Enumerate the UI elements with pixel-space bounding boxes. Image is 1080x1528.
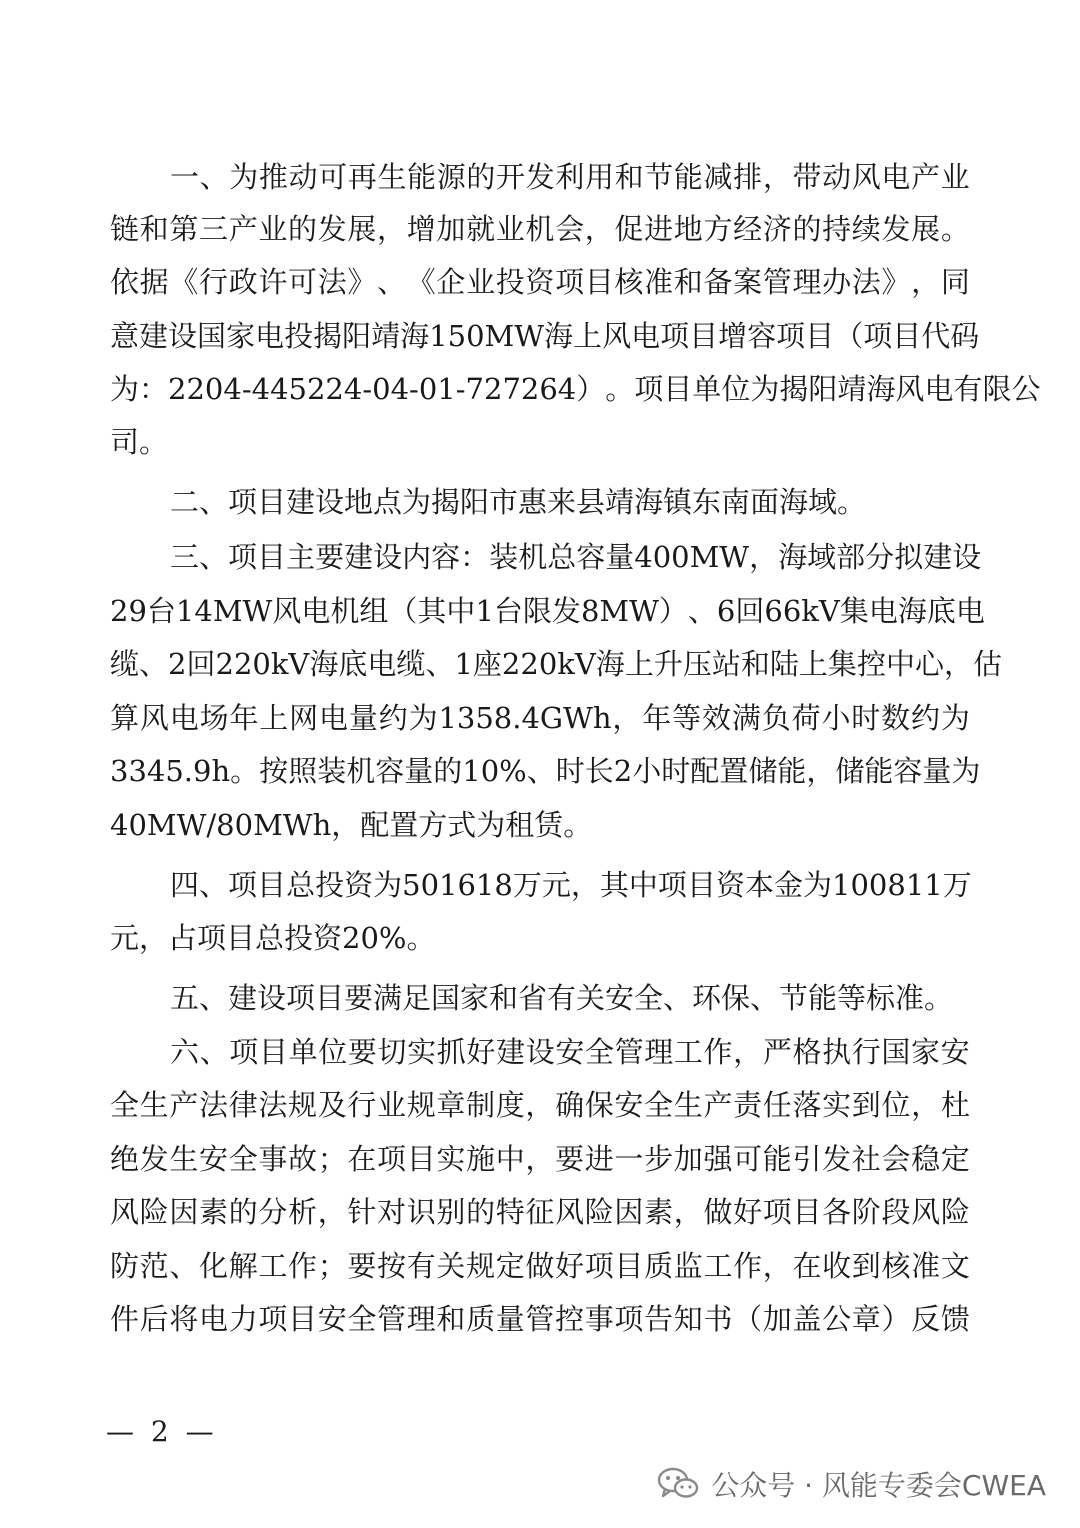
document-line: 五、建设项目要满足国家和省有关安全、环保、节能等标准。 <box>170 981 954 1015</box>
document-line: 件 后 将 电 力 项 目 安 全 管 理 和 质 量 管 控 事 项 告 知 书 （ 加 盖 公 章 ） 反 馈 <box>110 1302 970 1336</box>
watermark <box>657 1456 1046 1512</box>
document-line: 司。 <box>110 425 169 459</box>
page-number: — 2 — <box>106 1415 218 1448</box>
document-line: 六 、 项 目 单 位 要 切 实 抓 好 建 设 安 全 管 理 工 作 ， 严 格 执 行 国 家 安 <box>170 1035 970 1069</box>
document-line: 缆 、 2 回 220kV 海 底 电 缆 、 1 座 220kV 海 上 升 压 站 和 陆 上 集 控 中 心 ， 估 <box>110 647 1003 681</box>
document-line: 3345.9h 。 按 照 装 机 容 量 的 10% 、 时 长 2 小 时 配 置 储 能 ， 储 能 容 量 为 <box>110 754 981 788</box>
document-line: 三 、 项 目 主 要 建 设 内 容 ： 装 机 总 容 量 400MW ， 海 域 部 分 拟 建 设 <box>170 540 982 574</box>
document-line: 算 风 电 场 年 上 网 电 量 约 为 1358.4GWh ， 年 等 效 满 负 荷 小 时 数 约 为 <box>110 701 970 735</box>
document-line: 全 生 产 法 律 法 规 及 行 业 规 章 制 度 ， 确 保 安 全 生 产 责 任 落 实 到 位 ， 杜 <box>110 1088 970 1122</box>
document-line: 为 ： 2204-445224-04-01-727264 ） 。 项 目 单 位 为 揭 阳 靖 海 风 电 有 限 公 <box>110 372 1041 406</box>
document-line: 一 、 为 推 动 可 再 生 能 源 的 开 发 利 用 和 节 能 减 排 ， 带 动 风 电 产 业 <box>170 160 970 194</box>
document-line: 风 险 因 素 的 分 析 ， 针 对 识 别 的 特 征 风 险 因 素 ， 做 好 项 目 各 阶 段 风 险 <box>110 1195 970 1229</box>
document-line: 意 建 设 国 家 电 投 揭 阳 靖 海 150MW 海 上 风 电 项 目 增 容 项 目 （ 项 目 代 码 <box>110 319 980 353</box>
document-line: 依 据 《 行 政 许 可 法 》 、 《 企 业 投 资 项 目 核 准 和 备 案 管 理 办 法 》 ， 同 <box>110 265 970 299</box>
document-line: 绝 发 生 安 全 事 故 ； 在 项 目 实 施 中 ， 要 进 一 步 加 强 可 能 引 发 社 会 稳 定 <box>110 1142 970 1176</box>
document-line: 29 台 14MW 风 电 机 组 （ 其 中 1 台 限 发 8MW ） 、 6 回 66kV 集 电 海 底 电 <box>110 594 985 628</box>
document-line: 防 范 、 化 解 工 作 ； 要 按 有 关 规 定 做 好 项 目 质 监 工 作 ， 在 收 到 核 准 文 <box>110 1249 970 1283</box>
document-line: 二、项目建设地点为揭阳市惠来县靖海镇东南面海域。 <box>170 485 867 519</box>
wechat-icon <box>657 1466 699 1502</box>
document-line: 元，占项目总投资20%。 <box>110 921 436 955</box>
document-line: 四 、 项 目 总 投 资 为 501618 万 元 ， 其 中 项 目 资 本 金 为 100811 万 <box>170 868 972 902</box>
document-line: 40MW/80MWh，配置方式为租赁。 <box>110 808 593 842</box>
watermark-text: 公众号 · 风能专委会CWEA <box>711 1469 1046 1502</box>
document-line: 链 和 第 三 产 业 的 发 展 ， 增 加 就 业 机 会 ， 促 进 地 方 经 济 的 持 续 发 展 。 <box>110 212 970 246</box>
